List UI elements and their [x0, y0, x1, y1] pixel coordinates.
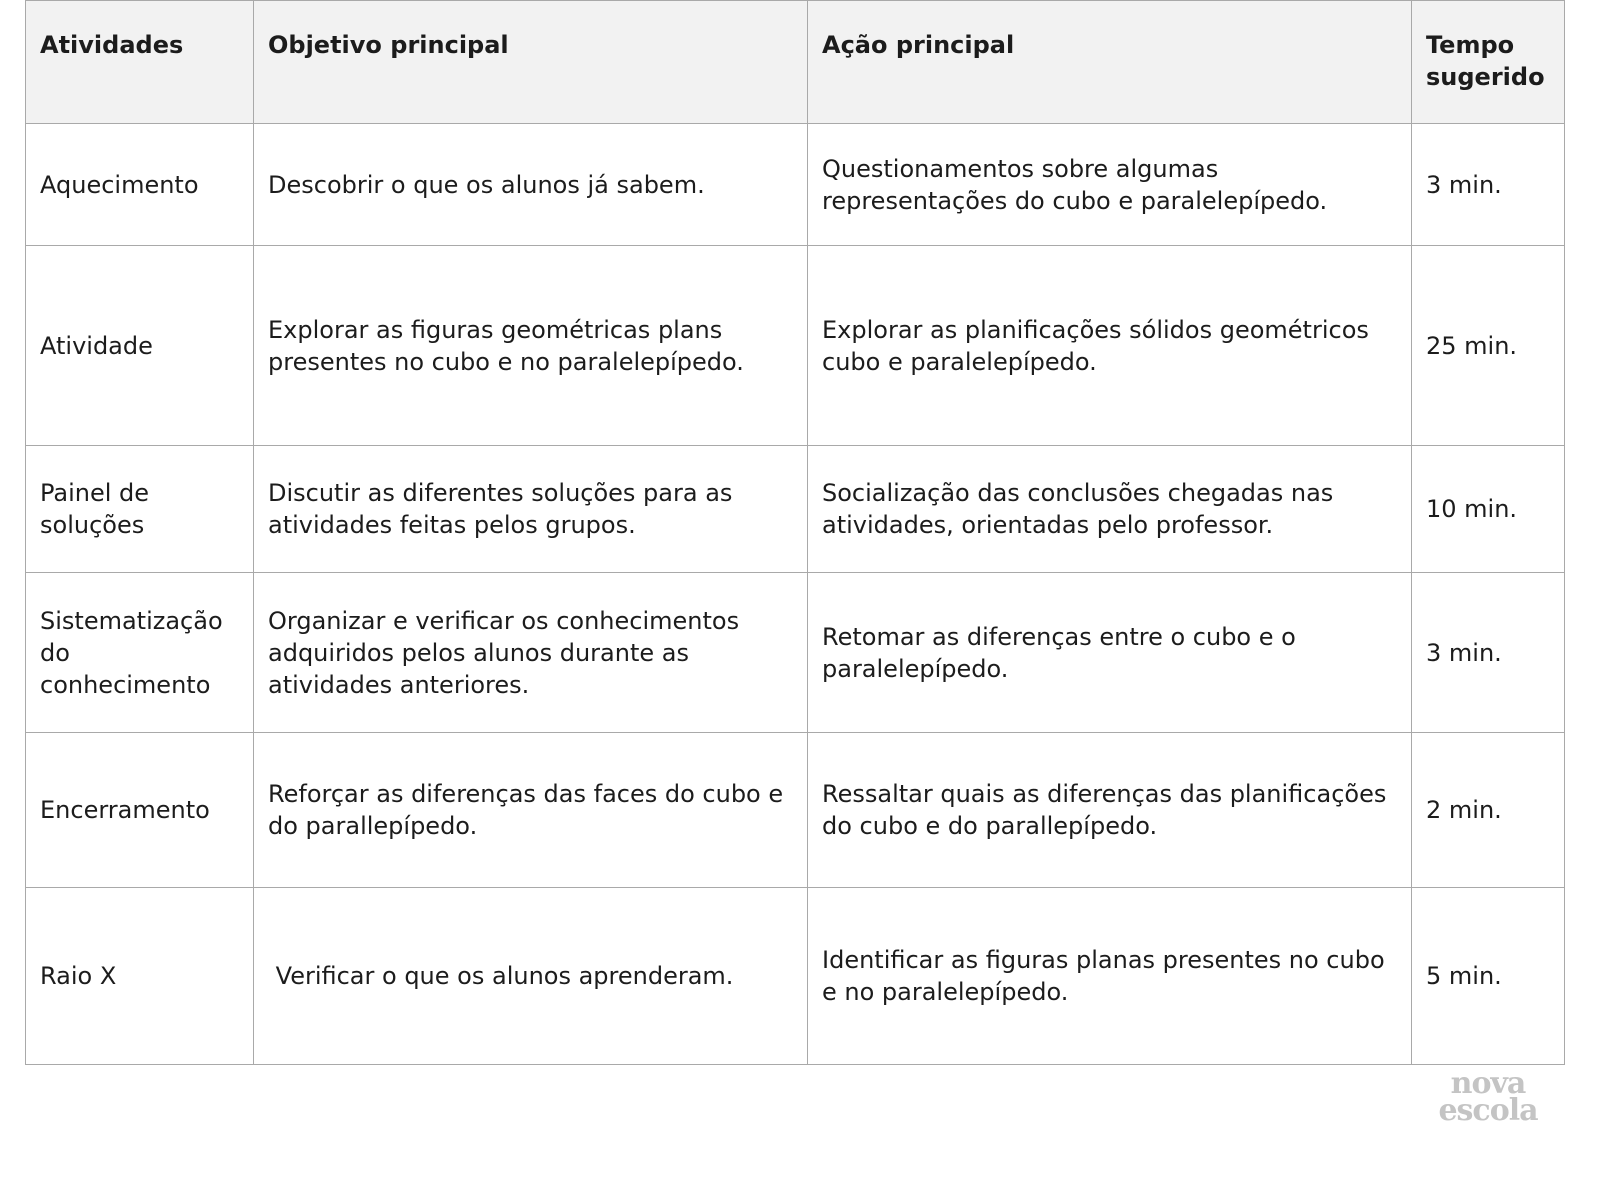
time-cell: 2 min. [1412, 733, 1565, 888]
logo-line-escola: escola [1438, 1093, 1538, 1128]
table-row [26, 573, 1565, 733]
action-cell: Ressaltar quais as diferenças das planificações do cubo e do parallepípedo. [808, 733, 1412, 888]
time-cell: 3 min. [1412, 124, 1565, 246]
action-cell: Socialização das conclusões chegadas nas atividades, orientadas pelo professor. [808, 446, 1412, 573]
action-cell: Questionamentos sobre algumas representações do cubo e paralelepípedo. [808, 124, 1412, 246]
action-cell: Identificar as figuras planas presentes no cubo e no paralelepípedo. [808, 888, 1412, 1065]
activity-cell: Sistematização do conhecimento [26, 573, 254, 733]
activity-cell: Raio X [26, 888, 254, 1065]
time-cell: 3 min. [1412, 573, 1565, 733]
table-row [26, 888, 1565, 1065]
time-cell: 5 min. [1412, 888, 1565, 1065]
objective-cell: Organizar e verificar os conhecimentos adquiridos pelos alunos durante as atividades anteriores. [254, 573, 808, 733]
header-main-action: Ação principal [808, 1, 1412, 124]
action-cell: Explorar as planificações sólidos geométricos cubo e paralelepípedo. [808, 246, 1412, 446]
objective-cell: Reforçar as diferenças das faces do cubo e do parallepípedo. [254, 733, 808, 888]
activity-cell: Aquecimento [26, 124, 254, 246]
objective-cell: Discutir as diferentes soluções para as atividades feitas pelos grupos. [254, 446, 808, 573]
activity-cell: Atividade [26, 246, 254, 446]
table-row [26, 246, 1565, 446]
nova-escola-logo [1428, 1066, 1548, 1128]
header-main-objective: Objetivo principal [254, 1, 808, 124]
table-row [26, 446, 1565, 573]
action-cell: Retomar as diferenças entre o cubo e o paralelepípedo. [808, 573, 1412, 733]
table-row [26, 733, 1565, 888]
activity-cell: Painel de soluções [26, 446, 254, 573]
table-row [26, 124, 1565, 246]
activity-cell: Encerramento [26, 733, 254, 888]
time-cell: 10 min. [1412, 446, 1565, 573]
logo-line-nova: nova [1450, 1066, 1526, 1101]
objective-cell: Descobrir o que os alunos já sabem. [254, 124, 808, 246]
time-cell: 25 min. [1412, 246, 1565, 446]
header-suggested-time: Tempo sugerido [1412, 1, 1565, 124]
header-activities: Atividades [26, 1, 254, 124]
table-header-row [26, 1, 1565, 124]
lesson-plan-table [25, 0, 1565, 1065]
objective-cell: Verificar o que os alunos aprenderam. [254, 888, 808, 1065]
objective-cell: Explorar as figuras geométricas plans presentes no cubo e no paralelepípedo. [254, 246, 808, 446]
